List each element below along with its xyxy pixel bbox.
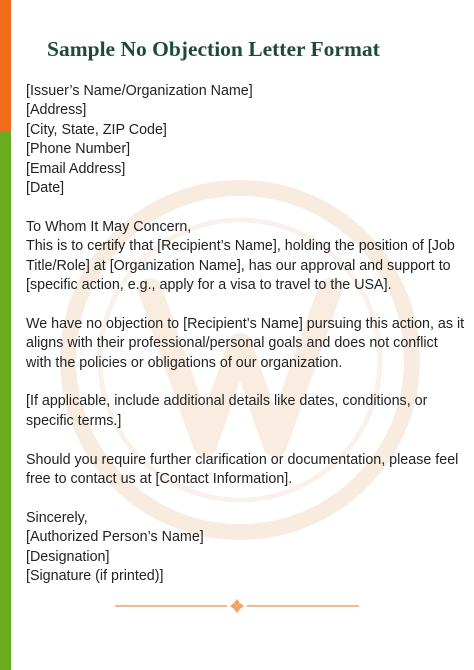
letter-line: specific terms.] xyxy=(26,412,122,429)
letter-line: free to contact us at [Contact Information]. xyxy=(26,471,293,488)
letter-line: [Date] xyxy=(26,180,65,197)
letter-paragraph xyxy=(26,315,465,373)
letter-line: [Phone Number] xyxy=(26,141,131,158)
ornament-diamond-icon xyxy=(230,599,244,613)
letter-line: Should you require further clarification or documentation, please feel xyxy=(26,451,459,468)
accent-stripe-green xyxy=(0,132,11,670)
ornament-divider xyxy=(115,598,359,614)
letter-line: [Issuer’s Name/Organization Name] xyxy=(26,83,253,99)
page-title: Sample No Objection Letter Format xyxy=(47,37,380,61)
letter-line: Title/Role] at [Organization Name], has our approval and support to xyxy=(26,257,451,274)
letter-line: This is to certify that [Recipient’s Name], holding the position of [Job xyxy=(26,238,455,255)
letter-paragraph xyxy=(26,392,451,431)
letter-body xyxy=(26,82,465,586)
letter-line: [Signature (if printed)] xyxy=(26,568,164,585)
letter-line: Sincerely, xyxy=(26,509,88,526)
letter-line: [Address] xyxy=(26,102,87,119)
letter-paragraph xyxy=(26,509,451,587)
letter-line: We have no objection to [Recipient’s Name] pursuing this action, as it xyxy=(26,315,465,332)
letter-line: [Email Address] xyxy=(26,160,126,177)
letter-line: aligns with their professional/personal goals and does not conflict xyxy=(26,335,438,352)
letter-line: with the policies or obligations of our organization. xyxy=(26,354,343,371)
letter-paragraph xyxy=(26,451,459,490)
letter-line: To Whom It May Concern, xyxy=(26,218,192,235)
letter-line: [Authorized Person’s Name] xyxy=(26,529,204,546)
letter-paragraph xyxy=(26,82,451,198)
letter-line: [City, State, ZIP Code] xyxy=(26,121,167,138)
letter-line: [Designation] xyxy=(26,548,110,565)
letter-line: [If applicable, include additional details like dates, conditions, or xyxy=(26,393,428,410)
letter-paragraph xyxy=(26,218,455,296)
letter-line: [specific action, e.g., apply for a visa to travel to the USA]. xyxy=(26,277,392,294)
accent-stripe-orange xyxy=(0,0,11,132)
